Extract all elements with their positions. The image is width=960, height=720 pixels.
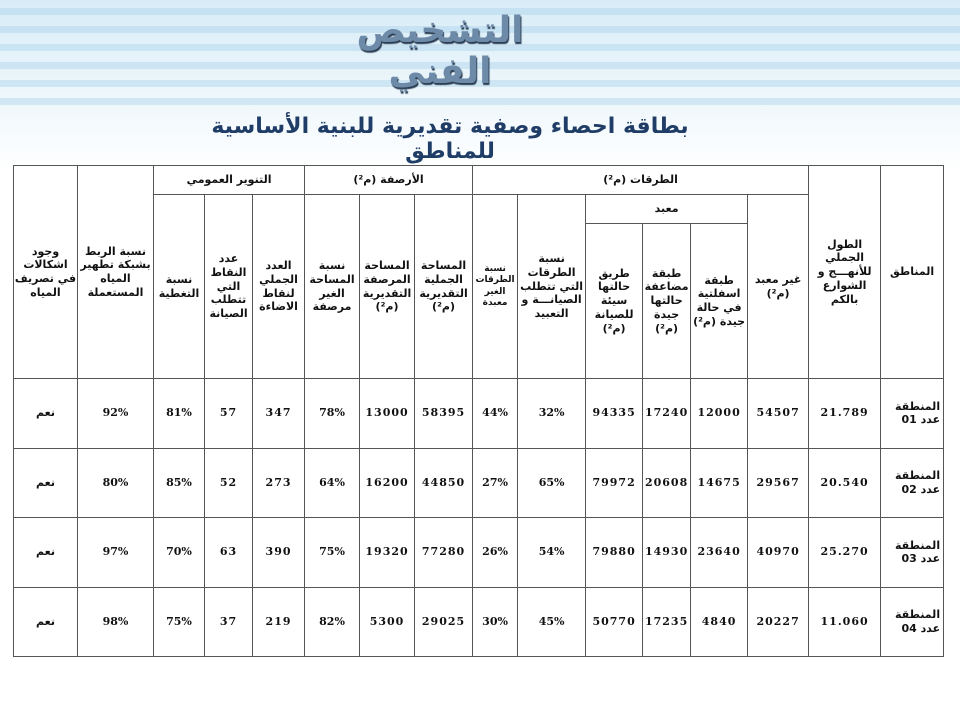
sidewalk-unpaved-pct-cell: 64% [305,448,360,518]
header-sidewalk-paved: المساحة المرصفة التقديرية (م²) [360,195,415,379]
header-bad-condition: طريق حالتها سيئة للصيانة (م²) [586,224,643,379]
unpaved-pct-cell: 44% [473,379,518,449]
total-length-cell: 21.789 [809,379,881,449]
doubled-good-cell: 17235 [643,587,691,657]
sidewalk-total-cell: 29025 [415,587,473,657]
sidewalk-unpaved-pct-cell: 82% [305,587,360,657]
bad-condition-cell: 79972 [586,448,643,518]
table-row [14,379,944,449]
header-asphalt-good: طبقة اسفلتية في حالة جيدة (م²) [691,224,748,379]
coverage-cell: 75% [154,587,205,657]
sidewalk-total-cell: 58395 [415,379,473,449]
unpaved-cell: 54507 [748,379,809,449]
header-unpaved: غير معبد (م²) [748,195,809,379]
sidewalk-unpaved-pct-cell: 75% [305,518,360,588]
header-total-length: الطول الجملي للأنهـــج و الشوارع بالكم [809,166,881,379]
bad-condition-cell: 79880 [586,518,643,588]
sidewalk-unpaved-pct-cell: 78% [305,379,360,449]
asphalt-good-cell: 4840 [691,587,748,657]
drainage-cell: نعم [14,448,78,518]
header-paved-group: معبد [586,195,748,224]
sanitation-cell: 97% [78,518,154,588]
zone-cell: المنطقة عدد 02 [881,448,944,518]
sidewalk-total-cell: 77280 [415,518,473,588]
maintenance-pct-cell: 32% [518,379,586,449]
header-lighting-points: العدد الجملي لنقاط الاضاءة [253,195,305,379]
lighting-maintenance-cell: 52 [205,448,253,518]
header-sanitation: نسبة الربط بشبكة تطهير المياه المستعملة [78,166,154,379]
sanitation-cell: 98% [78,587,154,657]
bad-condition-cell: 94335 [586,379,643,449]
header-sidewalks-group: الأرصفة (م²) [305,166,473,195]
header-lighting-maintenance: عدد النقاط التي تتطلب الصيانة [205,195,253,379]
lighting-points-cell: 347 [253,379,305,449]
total-length-cell: 11.060 [809,587,881,657]
header-sidewalk-total: المساحة الجملية التقديرية (م²) [415,195,473,379]
maintenance-pct-cell: 45% [518,587,586,657]
page-title: التشخيص الفني [356,10,524,92]
table-row [14,448,944,518]
sidewalk-paved-cell: 13000 [360,379,415,449]
maintenance-pct-cell: 54% [518,518,586,588]
asphalt-good-cell: 12000 [691,379,748,449]
drainage-cell: نعم [14,379,78,449]
doubled-good-cell: 17240 [643,379,691,449]
table-row [14,518,944,588]
header-maintenance-pct: نسبة الطرقات التي تتطلب الصيانـــة و التعبيد [518,195,586,379]
unpaved-cell: 29567 [748,448,809,518]
coverage-cell: 85% [154,448,205,518]
drainage-cell: نعم [14,518,78,588]
maintenance-pct-cell: 65% [518,448,586,518]
unpaved-pct-cell: 30% [473,587,518,657]
doubled-good-cell: 20608 [643,448,691,518]
sanitation-cell: 80% [78,448,154,518]
header-unpaved-pct: نسبة الطرقات الغير معبدة [473,195,518,379]
header-sidewalk-unpaved-pct: نسبة المساحة الغير مرصفة [305,195,360,379]
drainage-cell: نعم [14,587,78,657]
lighting-maintenance-cell: 37 [205,587,253,657]
unpaved-pct-cell: 27% [473,448,518,518]
lighting-points-cell: 219 [253,587,305,657]
coverage-cell: 81% [154,379,205,449]
sidewalk-paved-cell: 16200 [360,448,415,518]
sidewalk-total-cell: 44850 [415,448,473,518]
coverage-cell: 70% [154,518,205,588]
decor-stripe [0,98,960,105]
header-roads-group: الطرقات (م²) [473,166,809,195]
header-drainage: وجود اشكالات في تصريف المياه [14,166,78,379]
total-length-cell: 20.540 [809,448,881,518]
unpaved-pct-cell: 26% [473,518,518,588]
header-doubled-good: طبقة مضاعفة حالتها جيدة (م²) [643,224,691,379]
infrastructure-table [13,165,944,657]
sidewalk-paved-cell: 19320 [360,518,415,588]
lighting-maintenance-cell: 63 [205,518,253,588]
zone-cell: المنطقة عدد 01 [881,379,944,449]
total-length-cell: 25.270 [809,518,881,588]
unpaved-cell: 40970 [748,518,809,588]
header-lighting-group: التنوير العمومي [154,166,305,195]
asphalt-good-cell: 23640 [691,518,748,588]
unpaved-cell: 20227 [748,587,809,657]
table-subtitle: بطاقة احصاء وصفية تقديرية للبنية الأساسية للمناطق [211,114,689,164]
table-row [14,587,944,657]
header-zones: المناطق [881,166,944,379]
header-coverage: نسبة التغطية [154,195,205,379]
zone-cell: المنطقة عدد 04 [881,587,944,657]
lighting-points-cell: 273 [253,448,305,518]
sidewalk-paved-cell: 5300 [360,587,415,657]
bad-condition-cell: 50770 [586,587,643,657]
sanitation-cell: 92% [78,379,154,449]
lighting-maintenance-cell: 57 [205,379,253,449]
asphalt-good-cell: 14675 [691,448,748,518]
zone-cell: المنطقة عدد 03 [881,518,944,588]
doubled-good-cell: 14930 [643,518,691,588]
lighting-points-cell: 390 [253,518,305,588]
